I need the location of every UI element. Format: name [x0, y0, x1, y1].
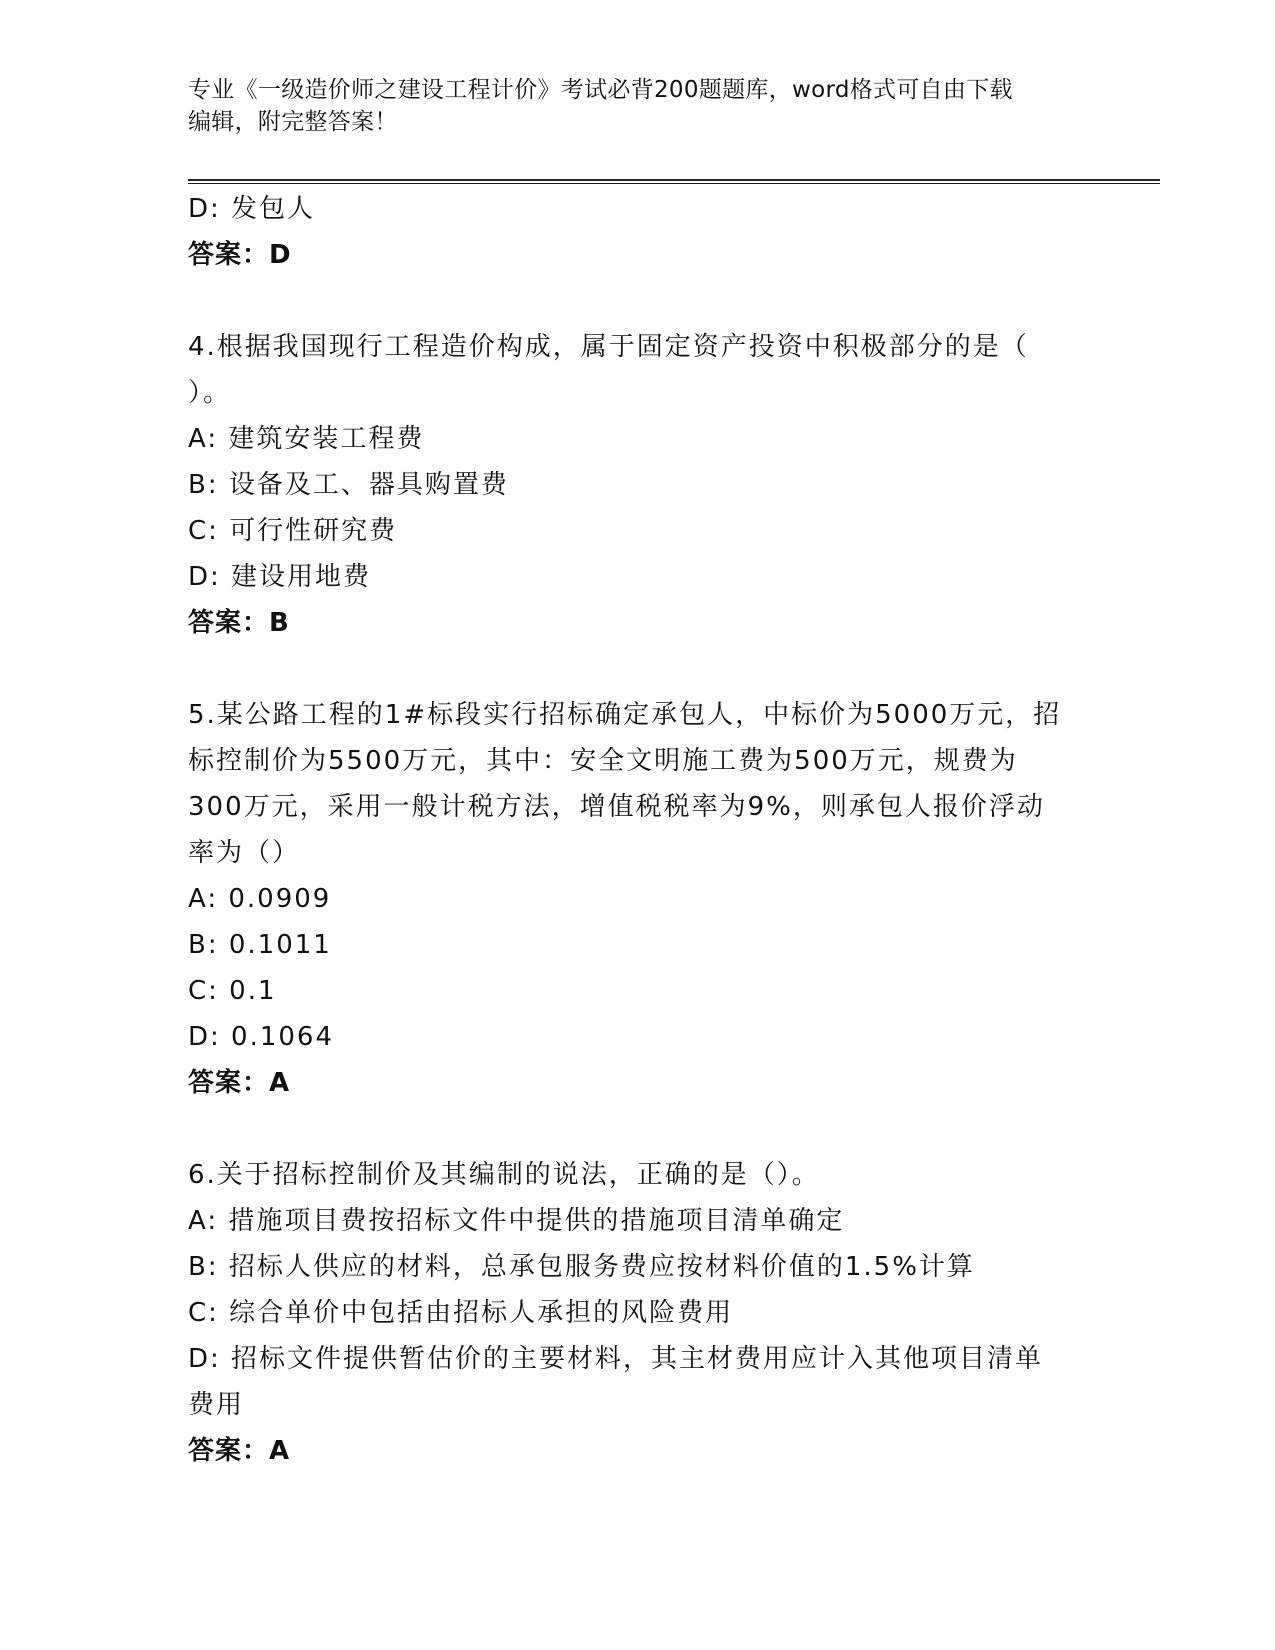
q5-stem-line-4: 率为（） [188, 838, 301, 868]
q4-option-b: B: 设备及工、器具购置费 [188, 470, 509, 500]
q5-option-a: A: 0.0909 [188, 884, 332, 914]
q6-option-d-line-2: 费用 [188, 1390, 245, 1420]
q5-stem-line-2: 标控制价为5500万元，其中：安全文明施工费为500万元，规费为 [188, 746, 1018, 776]
q6-stem-line-1: 6.关于招标控制价及其编制的说法，正确的是（）。 [188, 1160, 820, 1190]
spacer [188, 646, 1088, 692]
header-divider [188, 179, 1160, 184]
q5-option-d: D: 0.1064 [188, 1022, 335, 1052]
q5-option-b: B: 0.1011 [188, 930, 332, 960]
q3-option-d: D: 发包人 [188, 194, 316, 224]
q6-option-d-line-1: D: 招标文件提供暂估价的主要材料，其主材费用应计入其他项目清单 [188, 1344, 1044, 1374]
q4-stem-line-2: ）。 [188, 378, 232, 408]
document-header [188, 74, 1088, 138]
q5-stem-line-3: 300万元，采用一般计税方法，增值税税率为9%，则承包人报价浮动 [188, 792, 1045, 822]
q4-answer: 答案：B [188, 608, 290, 638]
header-line-2: 编辑，附完整答案！ [188, 109, 398, 135]
q5-option-c: C: 0.1 [188, 976, 277, 1006]
q4-stem-line-1: 4.根据我国现行工程造价构成，属于固定资产投资中积极部分的是（ [188, 332, 1029, 362]
spacer [188, 1106, 1088, 1152]
q3-answer: 答案：D [188, 240, 292, 270]
header-line-1: 专业《一级造价师之建设工程计价》考试必背200题题库，word格式可自由下载 [188, 77, 1013, 103]
spacer [188, 278, 1088, 324]
q4-option-d: D: 建设用地费 [188, 562, 372, 592]
q6-option-a: A: 措施项目费按招标文件中提供的措施项目清单确定 [188, 1206, 845, 1236]
q6-answer: 答案：A [188, 1436, 291, 1466]
question-list [188, 186, 1088, 1474]
q4-option-c: C: 可行性研究费 [188, 516, 398, 546]
q4-option-a: A: 建筑安装工程费 [188, 424, 425, 454]
q6-option-b: B: 招标人供应的材料，总承包服务费应按材料价值的1.5%计算 [188, 1252, 975, 1282]
q6-option-c: C: 综合单价中包括由招标人承担的风险费用 [188, 1298, 734, 1328]
q5-answer: 答案：A [188, 1068, 291, 1098]
q5-stem-line-1: 5.某公路工程的1#标段实行招标确定承包人，中标价为5000万元，招 [188, 700, 1062, 730]
